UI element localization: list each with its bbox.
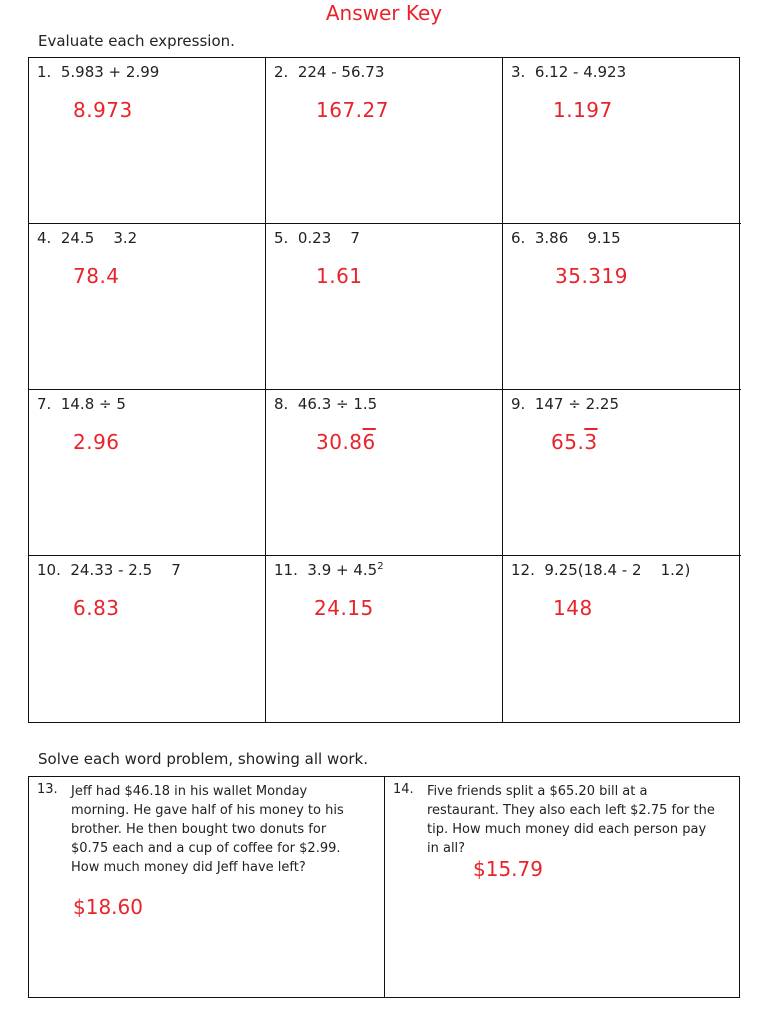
- problem-question: 4. 24.5 3.2: [37, 229, 138, 247]
- problem-cell: [266, 556, 503, 722]
- problem-answer: 148: [553, 596, 593, 620]
- problem-question: 2. 224 - 56.73: [274, 63, 385, 81]
- problem-cell: [29, 224, 266, 390]
- problem-answer: 2.96: [73, 430, 120, 454]
- instructions-evaluate: Evaluate each expression.: [38, 32, 235, 50]
- word-problem-text: Five friends split a $65.20 bill at a restaurant. They also each left $2.75 for the tip. How much money did each person pay in all?: [427, 784, 715, 856]
- word-problem-number: 14.: [393, 782, 414, 797]
- problem-cell: [29, 556, 266, 722]
- problem-cell: [503, 58, 741, 224]
- problem-question: 6. 3.86 9.15: [511, 229, 621, 247]
- problem-cell: [266, 58, 503, 224]
- problem-question: 10. 24.33 - 2.5 7: [37, 561, 181, 579]
- problem-answer: 1.61: [316, 264, 363, 288]
- problem-question: 12. 9.25(18.4 - 2 1.2): [511, 561, 691, 579]
- problem-question: 5. 0.23 7: [274, 229, 360, 247]
- page-title: Answer Key: [325, 1, 443, 25]
- problem-question: 7. 14.8 ÷ 5: [37, 395, 126, 413]
- problem-cell: [266, 390, 503, 556]
- problem-answer: 65.3: [551, 430, 598, 454]
- problem-cell: [503, 390, 741, 556]
- problem-answer: 30.86: [316, 430, 376, 454]
- instructions-word-problems: Solve each word problem, showing all work.: [38, 750, 369, 768]
- problem-question: 8. 46.3 ÷ 1.5: [274, 395, 378, 413]
- word-problem-cell: [29, 777, 385, 997]
- expression-grid: [28, 57, 740, 723]
- problem-cell: [503, 224, 741, 390]
- problem-answer: 6.83: [73, 596, 120, 620]
- word-problem-cell: [385, 777, 741, 997]
- problem-answer: 35.319: [555, 264, 628, 288]
- problem-cell: [29, 58, 266, 224]
- word-problem-answer: $15.79: [473, 857, 543, 881]
- problem-answer: 167.27: [316, 98, 389, 122]
- problem-question: 11. $3.9 + 4.5^2$: [274, 561, 384, 579]
- problem-question: 3. 6.12 - 4.923: [511, 63, 627, 81]
- problem-answer: 1.197: [553, 98, 613, 122]
- problem-answer: 8.973: [73, 98, 133, 122]
- problem-cell: [266, 224, 503, 390]
- problem-cell: [29, 390, 266, 556]
- problem-question: 9. 147 ÷ 2.25: [511, 395, 619, 413]
- problem-question: 1. 5.983 + 2.99: [37, 63, 160, 81]
- word-problem-number: 13.: [37, 782, 58, 797]
- word-problem-grid: [28, 776, 740, 998]
- word-problem-answer: $18.60: [73, 895, 143, 919]
- problem-answer: 78.4: [73, 264, 120, 288]
- problem-cell: [503, 556, 741, 722]
- word-problem-text: Jeff had $46.18 in his wallet Monday morning. He gave half of his money to his brother. He then bought two donuts for $0.75 each and a cup of coffee for $2.99. How much money did Jeff have left?: [71, 784, 344, 875]
- problem-answer: 24.15: [314, 596, 374, 620]
